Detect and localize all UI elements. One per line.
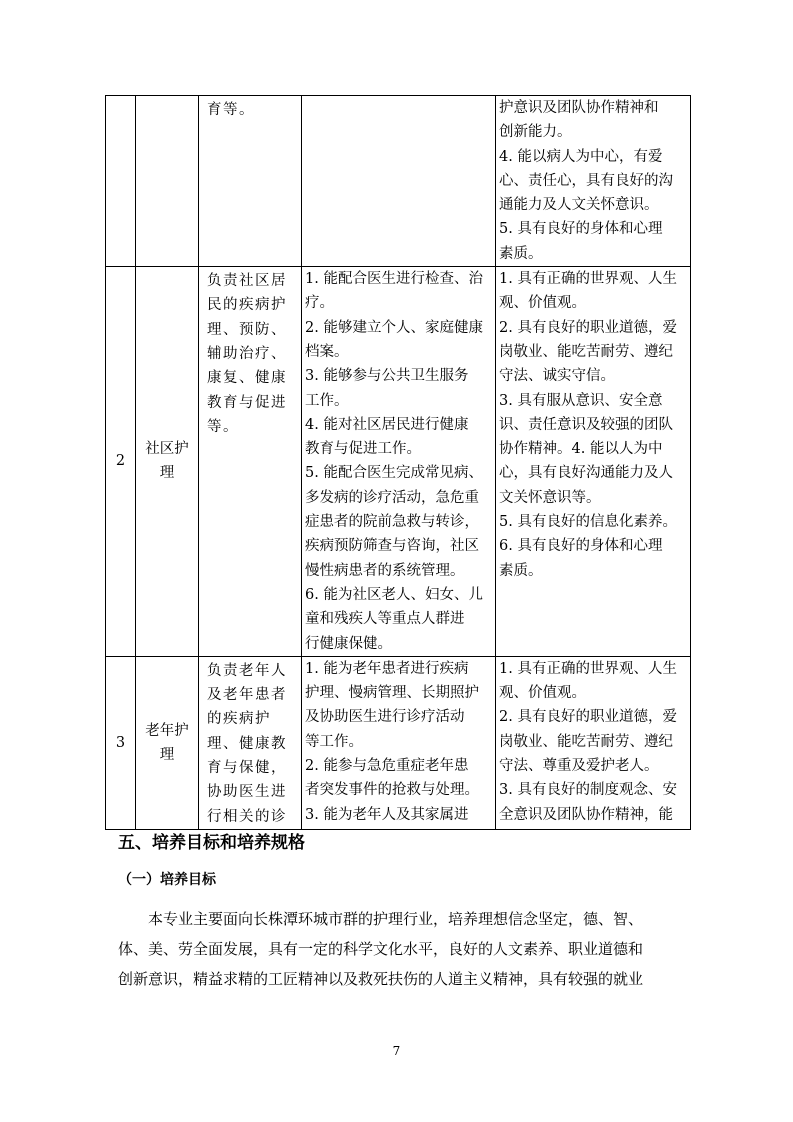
quality-requirements-line: 5. 具有良好的身体和心理 bbox=[499, 221, 663, 238]
ability-requirements-line: 工作。 bbox=[305, 392, 349, 409]
job-description-line: 育与保健， bbox=[207, 760, 287, 777]
job-description-line: 育等。 bbox=[207, 102, 255, 118]
quality-requirements-line: 素质。 bbox=[499, 245, 543, 262]
body-paragraph bbox=[118, 904, 678, 994]
quality-requirements-line: 岗敬业、能吃苦耐劳、遵纪 bbox=[499, 733, 673, 750]
quality-requirements-line: 岗敬业、能吃苦耐劳、遵纪 bbox=[499, 343, 673, 360]
ability-requirements-line: 2. 能参与急危重症老年患 bbox=[305, 758, 469, 775]
job-description-cell bbox=[199, 96, 302, 267]
ability-requirements-line: 档案。 bbox=[305, 343, 349, 360]
job-description-line: 理、健康教 bbox=[207, 735, 287, 752]
job-description-line: 行相关的诊 bbox=[207, 808, 287, 825]
quality-requirements-line: 守法、尊重及爱护老人。 bbox=[499, 758, 659, 775]
job-description-line: 的疾病护 bbox=[207, 711, 271, 728]
ability-requirements-line: 5. 能配合医生完成常见病、 bbox=[305, 465, 483, 482]
quality-requirements-cell bbox=[496, 267, 691, 657]
post-name-line: 理 bbox=[159, 465, 175, 482]
post-name-cell bbox=[136, 267, 199, 657]
ability-requirements-cell bbox=[302, 96, 496, 267]
quality-requirements-line: 观、价值观。 bbox=[499, 295, 586, 312]
post-name-line: 老年护 bbox=[145, 722, 189, 739]
quality-requirements-line: 1. 具有正确的世界观、人生 bbox=[499, 660, 677, 677]
job-description-line: 及老年患者 bbox=[207, 687, 287, 704]
table-row bbox=[106, 267, 691, 657]
row-number-cell: 2 bbox=[106, 267, 136, 657]
ability-requirements-line: 疾病预防筛查与咨询，社区 bbox=[305, 538, 479, 555]
quality-requirements-line: 4. 能以病人为中心，有爱 bbox=[499, 148, 663, 165]
quality-requirements-line: 协作精神。4. 能以人为中 bbox=[499, 441, 663, 458]
job-description-cell bbox=[199, 656, 302, 829]
quality-requirements-line: 3. 具有良好的制度观念、安 bbox=[499, 782, 677, 799]
ability-requirements-line: 3. 能为老年人及其家属进 bbox=[305, 806, 469, 823]
quality-requirements-line: 1. 具有正确的世界观、人生 bbox=[499, 271, 677, 288]
quality-requirements-line: 2. 具有良好的职业道德，爱 bbox=[499, 319, 677, 336]
job-description-line: 辅助治疗、 bbox=[207, 345, 287, 362]
quality-requirements-line: 2. 具有良好的职业道德，爱 bbox=[499, 709, 677, 726]
ability-requirements-cell bbox=[302, 656, 496, 829]
quality-requirements-line: 护意识及团队协作精神和 bbox=[499, 100, 659, 116]
quality-requirements-line: 全意识及团队协作精神，能 bbox=[499, 806, 673, 823]
ability-requirements-line: 症患者的院前急救与转诊， bbox=[305, 514, 479, 531]
paragraph-line: 本专业主要面向长株潭环城市群的护理行业，培养理想信念坚定，德、智、 bbox=[148, 910, 644, 928]
quality-requirements-line: 观、价值观。 bbox=[499, 685, 586, 702]
ability-requirements-line: 行健康保健。 bbox=[305, 635, 392, 652]
quality-requirements-line: 守法、诚实守信。 bbox=[499, 368, 615, 385]
page-number: 7 bbox=[392, 1044, 401, 1058]
occupation-table bbox=[105, 95, 691, 830]
row-number-cell: 3 bbox=[106, 656, 136, 829]
ability-requirements-line: 护理、慢病管理、长期照护 bbox=[305, 685, 479, 702]
quality-requirements-line: 6. 具有良好的身体和心理 bbox=[499, 538, 663, 555]
quality-requirements-line: 识、责任意识及较强的团队 bbox=[499, 416, 673, 433]
job-description-line: 协助医生进 bbox=[207, 784, 287, 801]
section-title: 五、培养目标和培养规格 bbox=[118, 833, 305, 853]
quality-requirements-line: 文关怀意识等。 bbox=[499, 489, 601, 506]
ability-requirements-line: 及协助医生进行诊疗活动 bbox=[305, 709, 465, 726]
ability-requirements-line: 多发病的诊疗活动，急危重 bbox=[305, 489, 479, 506]
subsection-title: （一）培养目标 bbox=[118, 872, 216, 888]
post-name-cell bbox=[136, 96, 199, 267]
ability-requirements-line: 者突发事件的抢救与处理。 bbox=[305, 782, 479, 799]
quality-requirements-cell bbox=[496, 656, 691, 829]
ability-requirements-line: 慢性病患者的系统管理。 bbox=[305, 562, 465, 579]
job-description-line: 负责社区居 bbox=[207, 273, 287, 290]
quality-requirements-line: 3. 具有服从意识、安全意 bbox=[499, 392, 663, 409]
quality-requirements-line: 通能力及人文关怀意识。 bbox=[499, 197, 659, 214]
job-description-line: 民的疾病护 bbox=[207, 297, 287, 314]
ability-requirements-line: 1. 能为老年患者进行疾病 bbox=[305, 660, 469, 677]
ability-requirements-line: 疗。 bbox=[305, 295, 334, 312]
job-description-cell bbox=[199, 267, 302, 657]
ability-requirements-cell bbox=[302, 267, 496, 657]
ability-requirements-line: 教育与促进工作。 bbox=[305, 441, 421, 458]
job-description-line: 康复、健康 bbox=[207, 370, 287, 387]
job-description-line: 教育与促进 bbox=[207, 394, 287, 411]
ability-requirements-line: 1. 能配合医生进行检查、治 bbox=[305, 271, 483, 288]
post-name-line: 社区护 bbox=[145, 441, 189, 458]
paragraph-line: 创新意识，精益求精的工匠精神以及救死扶伤的人道主义精神，具有较强的就业 bbox=[118, 970, 644, 988]
ability-requirements-line: 3. 能够参与公共卫生服务 bbox=[305, 368, 469, 385]
post-name-cell bbox=[136, 656, 199, 829]
table-row bbox=[106, 96, 691, 267]
row-number-cell bbox=[106, 96, 136, 267]
quality-requirements-line: 5. 具有良好的信息化素养。 bbox=[499, 514, 677, 531]
quality-requirements-cell bbox=[496, 96, 691, 267]
ability-requirements-line: 6. 能为社区老人、妇女、儿 bbox=[305, 586, 483, 603]
table-row bbox=[106, 656, 691, 829]
quality-requirements-line: 创新能力。 bbox=[499, 124, 572, 141]
quality-requirements-line: 素质。 bbox=[499, 562, 543, 579]
quality-requirements-line: 心、责任心，具有良好的沟 bbox=[499, 172, 673, 189]
ability-requirements-line: 等工作。 bbox=[305, 733, 363, 750]
ability-requirements-line: 2. 能够建立个人、家庭健康 bbox=[305, 319, 483, 336]
ability-requirements-line: 4. 能对社区居民进行健康 bbox=[305, 416, 469, 433]
post-name-line: 理 bbox=[159, 746, 175, 763]
job-description-line: 负责老年人 bbox=[207, 662, 287, 679]
job-description-line: 理、预防、 bbox=[207, 321, 287, 338]
job-description-line: 等。 bbox=[207, 418, 239, 435]
quality-requirements-line: 心，具有良好沟通能力及人 bbox=[499, 465, 673, 482]
paragraph-line: 体、美、劳全面发展，具有一定的科学文化水平，良好的人文素养、职业道德和 bbox=[118, 940, 644, 958]
ability-requirements-line: 童和残疾人等重点人群进 bbox=[305, 611, 465, 628]
